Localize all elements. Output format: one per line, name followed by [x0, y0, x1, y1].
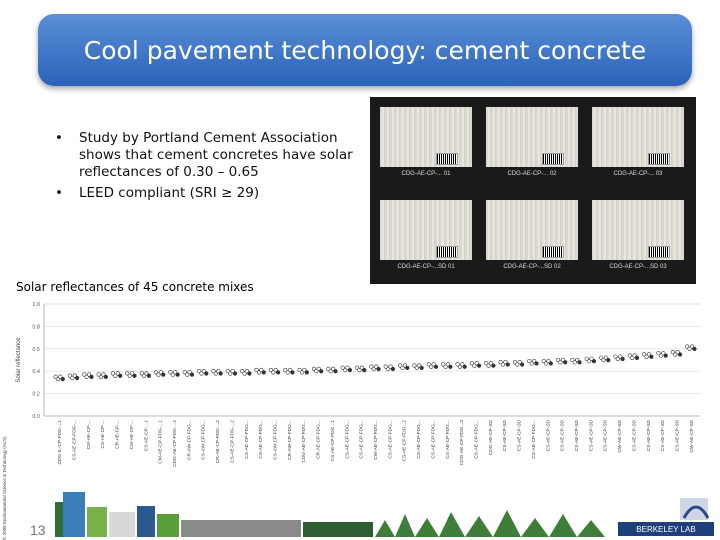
data-point	[549, 362, 553, 366]
x-tick-label: CS-AE-CP-FDG...	[445, 420, 451, 459]
data-point	[592, 359, 596, 363]
data-point	[190, 373, 194, 377]
data-point	[650, 355, 654, 359]
data-point	[449, 365, 453, 369]
chart-title: Solar reflectances of 45 concrete mixes	[16, 280, 254, 294]
data-point	[219, 372, 223, 376]
x-tick-label: CS-AE-CP-FDG-...2	[230, 420, 236, 463]
y-tick-label: 0.0	[32, 414, 40, 420]
data-point	[61, 377, 65, 381]
x-tick-label: CR-AW-CP-FDG...	[287, 420, 293, 460]
x-tick-label: CR-AE-CP-...	[115, 420, 121, 449]
x-tick-label: CS-AE-CP-FDG...2	[402, 420, 408, 462]
data-point	[205, 372, 209, 376]
x-tick-label: CS-AE-CP-SD	[503, 420, 509, 452]
x-tick-label: CS-AE-CP-FDG...	[345, 420, 351, 459]
x-tick-label: CS-AE-CP-...1	[144, 420, 150, 452]
sample-photo: CDG-AE-CP-...SD 02	[484, 198, 580, 274]
x-tick-label: CS-AE-CP-FDG...	[259, 420, 265, 459]
data-point	[305, 371, 309, 375]
x-tick-label: CR-AE-CP-FDG-...2	[216, 420, 222, 464]
y-tick-label: 0.4	[32, 369, 40, 376]
x-tick-label: CM-AE-CP-...	[86, 420, 92, 450]
x-tick-label: CDG-AE-CP-FDG...3	[460, 420, 466, 466]
data-point	[621, 357, 625, 361]
x-tick-label: CS-AE-CP-...	[101, 420, 107, 449]
city-skyline-graphic	[55, 492, 615, 537]
data-point	[104, 375, 108, 379]
data-point	[133, 374, 137, 378]
x-tick-label: CS-AE-CP-FDG...1	[330, 420, 336, 462]
copyright-note: © 2008 Environmental Science & Technology (ACS)	[2, 436, 7, 540]
x-tick-label: CS-AE-CP-FDG...	[244, 420, 250, 459]
data-point	[420, 366, 424, 370]
x-tick-label: CS-AE-CP-SD	[632, 420, 638, 452]
data-point	[248, 372, 252, 376]
sample-photo: CDG-AE-CP-... 01	[378, 105, 474, 181]
data-point	[506, 363, 510, 367]
bullet-item: • LEED compliant (SRI ≥ 29)	[55, 185, 355, 202]
data-point	[578, 361, 582, 365]
x-tick-label: CR-AW-CP-FDG...	[187, 420, 193, 460]
data-point	[678, 353, 682, 357]
data-point	[90, 375, 94, 379]
x-tick-label: CR-AE-CP-FDG...	[316, 420, 322, 459]
data-point	[635, 356, 639, 360]
bullet-item: • Study by Portland Cement Association shows that cement concretes have solar reflectances of 0.30 – 0.65	[55, 130, 355, 181]
logo-text: BERKELEY LAB	[636, 525, 696, 534]
data-point	[319, 369, 323, 373]
sample-photo: CDG-AE-CP-...SD 03	[590, 198, 686, 274]
x-tick-label: CW-AE-CP-SD	[618, 420, 624, 453]
data-point	[664, 354, 668, 358]
x-tick-label: CS-AE-CP-SD	[574, 420, 580, 452]
x-tick-label: CS-AE-CP-FDG-...	[72, 420, 78, 461]
y-tick-label: 0.2	[32, 391, 40, 398]
slide-title: Cool pavement technology: cement concrete	[83, 35, 647, 65]
data-point	[477, 364, 481, 368]
x-tick-label: CM-AE-CP-FDG-...1	[158, 420, 164, 464]
y-axis-label: Solar reflectance	[16, 337, 22, 383]
x-tick-label: CDG-AE-CP-FDG-...2	[173, 420, 179, 467]
data-point	[377, 367, 381, 371]
x-tick-label: CS-AE-CP-SD	[517, 420, 523, 452]
x-tick-label: CS-AE-CP-SD	[675, 420, 681, 452]
data-point	[233, 372, 237, 376]
x-tick-label: CDG-IL-CP-FDG-...1	[58, 420, 64, 465]
y-tick-label: 0.8	[32, 324, 40, 331]
data-point	[362, 368, 366, 372]
data-point	[492, 364, 496, 368]
reflectance-scatter-chart	[0, 296, 720, 496]
data-point	[391, 367, 395, 371]
data-point	[563, 361, 567, 365]
x-tick-label: CS-AE-CP-FDG...	[474, 420, 480, 459]
data-point	[406, 366, 410, 370]
data-point	[161, 373, 165, 377]
x-tick-label: CW-AE-CP-FDG...	[374, 420, 379, 460]
data-point	[520, 363, 524, 367]
x-tick-label: CS-AE-CP-SD	[646, 420, 652, 452]
concrete-sample-photos	[370, 97, 696, 284]
sample-photo: CDG-AE-CP-...SD 01	[378, 198, 474, 274]
y-tick-label: 0.5	[32, 346, 40, 353]
bullet-list	[55, 130, 355, 206]
data-point	[291, 371, 295, 375]
page-number: 13	[30, 522, 46, 538]
x-tick-label: CS-AE-CP-SD	[603, 420, 609, 452]
x-tick-label: CS-AE-CP-FDG...	[531, 420, 537, 459]
data-point	[434, 365, 438, 369]
x-tick-label: CM-AE-CP-...	[129, 420, 135, 450]
slide-title-banner	[38, 14, 692, 86]
x-tick-label: CS-AW-CP-FDG...	[273, 420, 279, 460]
y-tick-label: 1.0	[32, 302, 40, 308]
sample-photo: CDG-AE-CP-... 02	[484, 105, 580, 181]
data-point	[147, 374, 151, 378]
x-tick-label: CW-AE-CP-SD	[689, 420, 695, 453]
data-point	[348, 368, 352, 372]
data-point	[334, 369, 338, 373]
x-tick-label: CS-AE-CP-FDG...	[431, 420, 437, 459]
data-point	[262, 371, 266, 375]
x-tick-label: CS-AW-CP-FDG...	[201, 420, 207, 460]
x-tick-label: CS-AE-CP-FDG...	[388, 420, 394, 459]
berkeley-lab-logo	[618, 494, 714, 536]
data-point	[606, 358, 610, 362]
x-tick-label: CS-AE-CP-FDG...	[359, 420, 365, 459]
sample-photo: CDG-AE-CP-... 03	[590, 105, 686, 181]
data-point	[276, 371, 280, 375]
data-point	[535, 362, 539, 366]
data-point	[693, 347, 697, 351]
x-tick-label: CDG-AE-CP-SD	[488, 420, 494, 456]
data-point	[176, 373, 180, 377]
data-point	[118, 374, 122, 378]
x-tick-label: CS-AE-CP-SD	[661, 420, 667, 452]
x-tick-label: CDG-AE-CP-FDG...	[302, 420, 308, 463]
x-tick-label: CS-AE-CP-SD	[546, 420, 552, 452]
data-point	[463, 365, 467, 369]
x-tick-label: CS-AE-CP-FDG...	[417, 420, 423, 459]
x-tick-label: CS-AE-CP-SD	[589, 420, 595, 452]
data-point	[75, 376, 79, 380]
x-tick-label: CS-AE-CP-SD	[560, 420, 566, 452]
